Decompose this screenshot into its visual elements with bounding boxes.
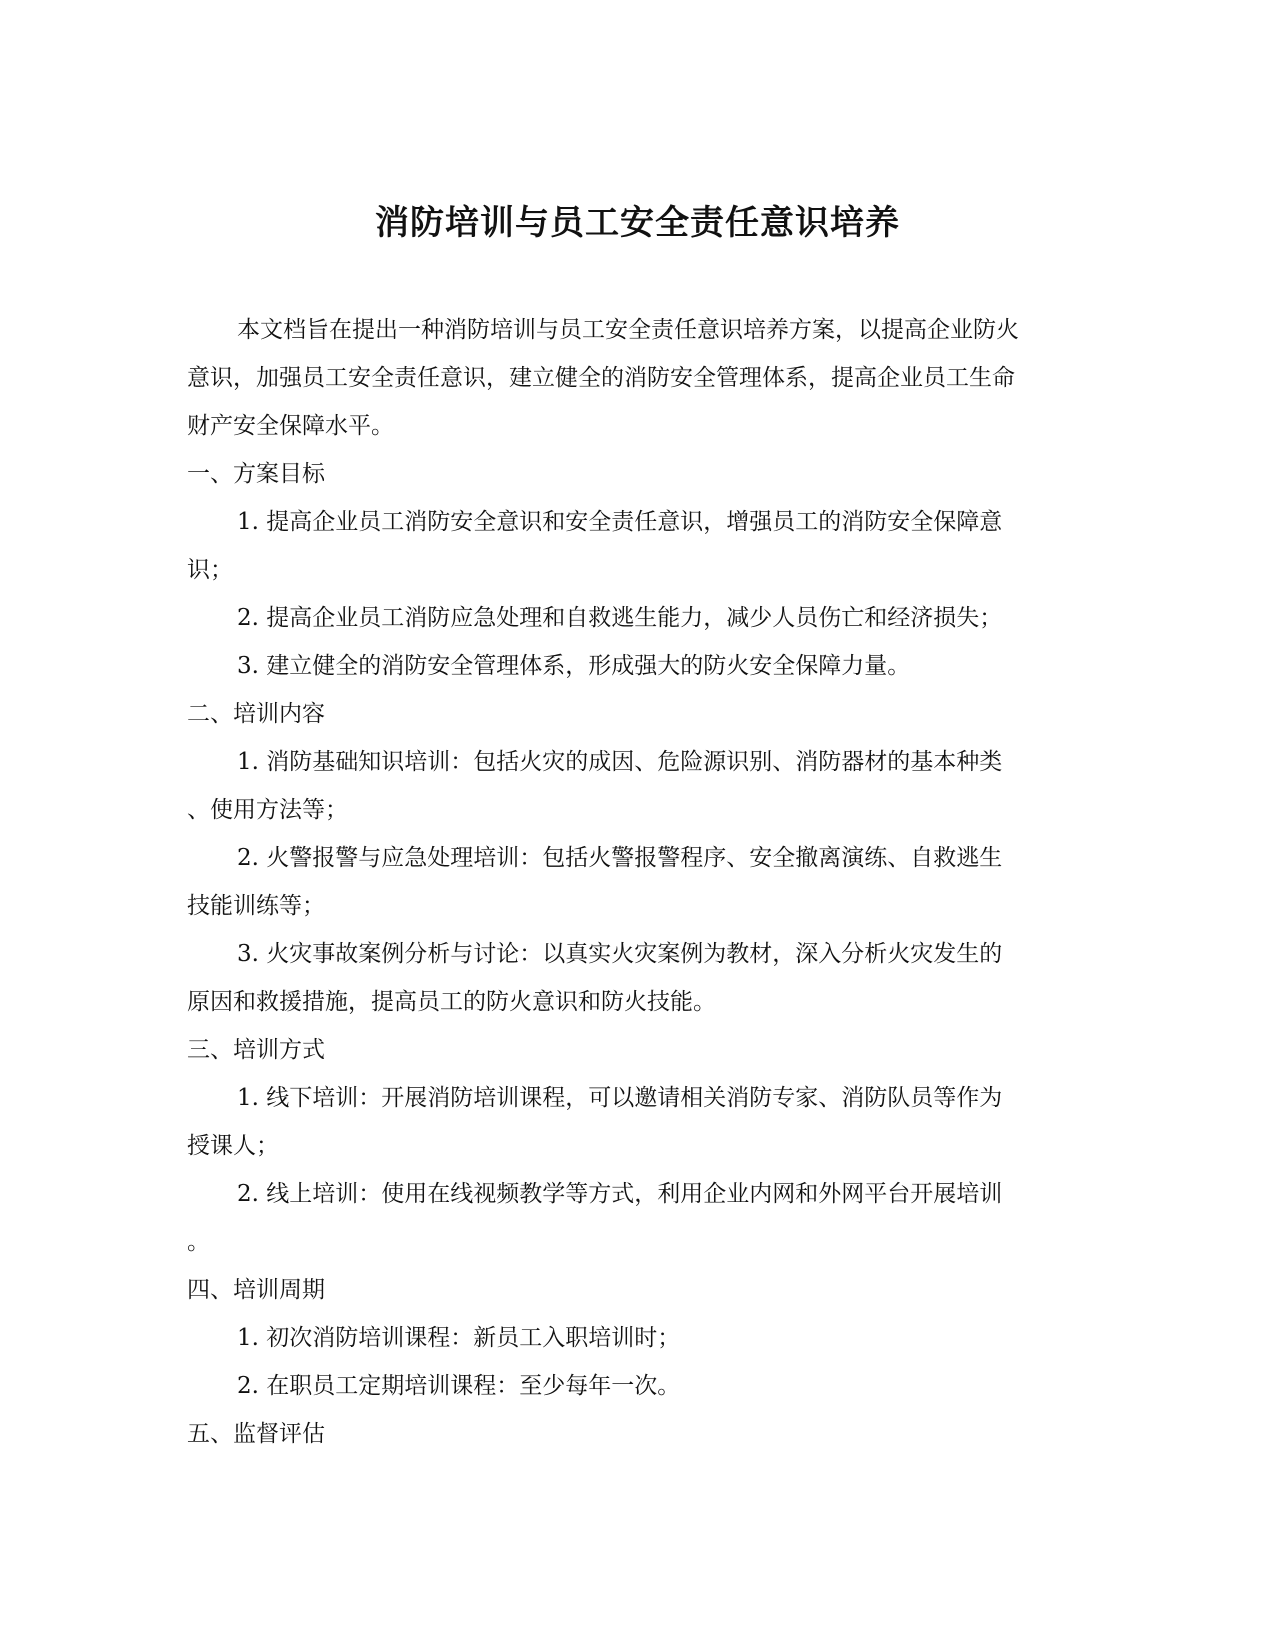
section-heading-goals: 一、方案目标: [187, 461, 325, 487]
content-item-2-line-1: 2. 火警报警与应急处理培训：包括火警报警程序、安全撤离演练、自救逃生: [237, 845, 1003, 871]
content-item-1-line-2: 、使用方法等；: [187, 797, 348, 823]
method-item-2-line-1: 2. 线上培训：使用在线视频教学等方式，利用企业内网和外网平台开展培训: [237, 1181, 1003, 1207]
document-body: [187, 306, 1077, 1458]
goal-item-1-line-1: 1. 提高企业员工消防安全意识和安全责任意识，增强员工的消防安全保障意: [237, 509, 1003, 535]
section-heading-method: 三、培训方式: [187, 1037, 325, 1063]
goal-item-1-line-2: 识；: [187, 557, 233, 583]
section-heading-supervision: 五、监督评估: [187, 1421, 325, 1447]
section-heading-content: 二、培训内容: [187, 701, 325, 727]
content-item-2-line-2: 技能训练等；: [187, 893, 325, 919]
document-title: 消防培训与员工安全责任意识培养: [375, 203, 900, 243]
content-item-1-line-1: 1. 消防基础知识培训：包括火灾的成因、危险源识别、消防器材的基本种类: [237, 749, 1003, 775]
content-item-3-line-1: 3. 火灾事故案例分析与讨论：以真实火灾案例为教材，深入分析火灾发生的: [237, 941, 1003, 967]
intro-line-3: 财产安全保障水平。: [187, 413, 394, 439]
method-item-1-line-2: 授课人；: [187, 1133, 279, 1159]
cycle-item-2: 2. 在职员工定期培训课程：至少每年一次。: [237, 1373, 681, 1399]
goal-item-3: 3. 建立健全的消防安全管理体系，形成强大的防火安全保障力量。: [237, 653, 911, 679]
intro-line-2: 意识，加强员工安全责任意识，建立健全的消防安全管理体系，提高企业员工生命: [187, 365, 1015, 391]
intro-line-1: 本文档旨在提出一种消防培训与员工安全责任意识培养方案，以提高企业防火: [237, 317, 1019, 343]
section-heading-cycle: 四、培训周期: [187, 1277, 325, 1303]
cycle-item-1: 1. 初次消防培训课程：新员工入职培训时；: [237, 1325, 681, 1351]
method-item-1-line-1: 1. 线下培训：开展消防培训课程，可以邀请相关消防专家、消防队员等作为: [237, 1085, 1003, 1111]
goal-item-2: 2. 提高企业员工消防应急处理和自救逃生能力，减少人员伤亡和经济损失；: [237, 605, 1003, 631]
content-item-3-line-2: 原因和救援措施，提高员工的防火意识和防火技能。: [187, 989, 716, 1015]
method-item-2-line-2: 。: [187, 1229, 210, 1255]
